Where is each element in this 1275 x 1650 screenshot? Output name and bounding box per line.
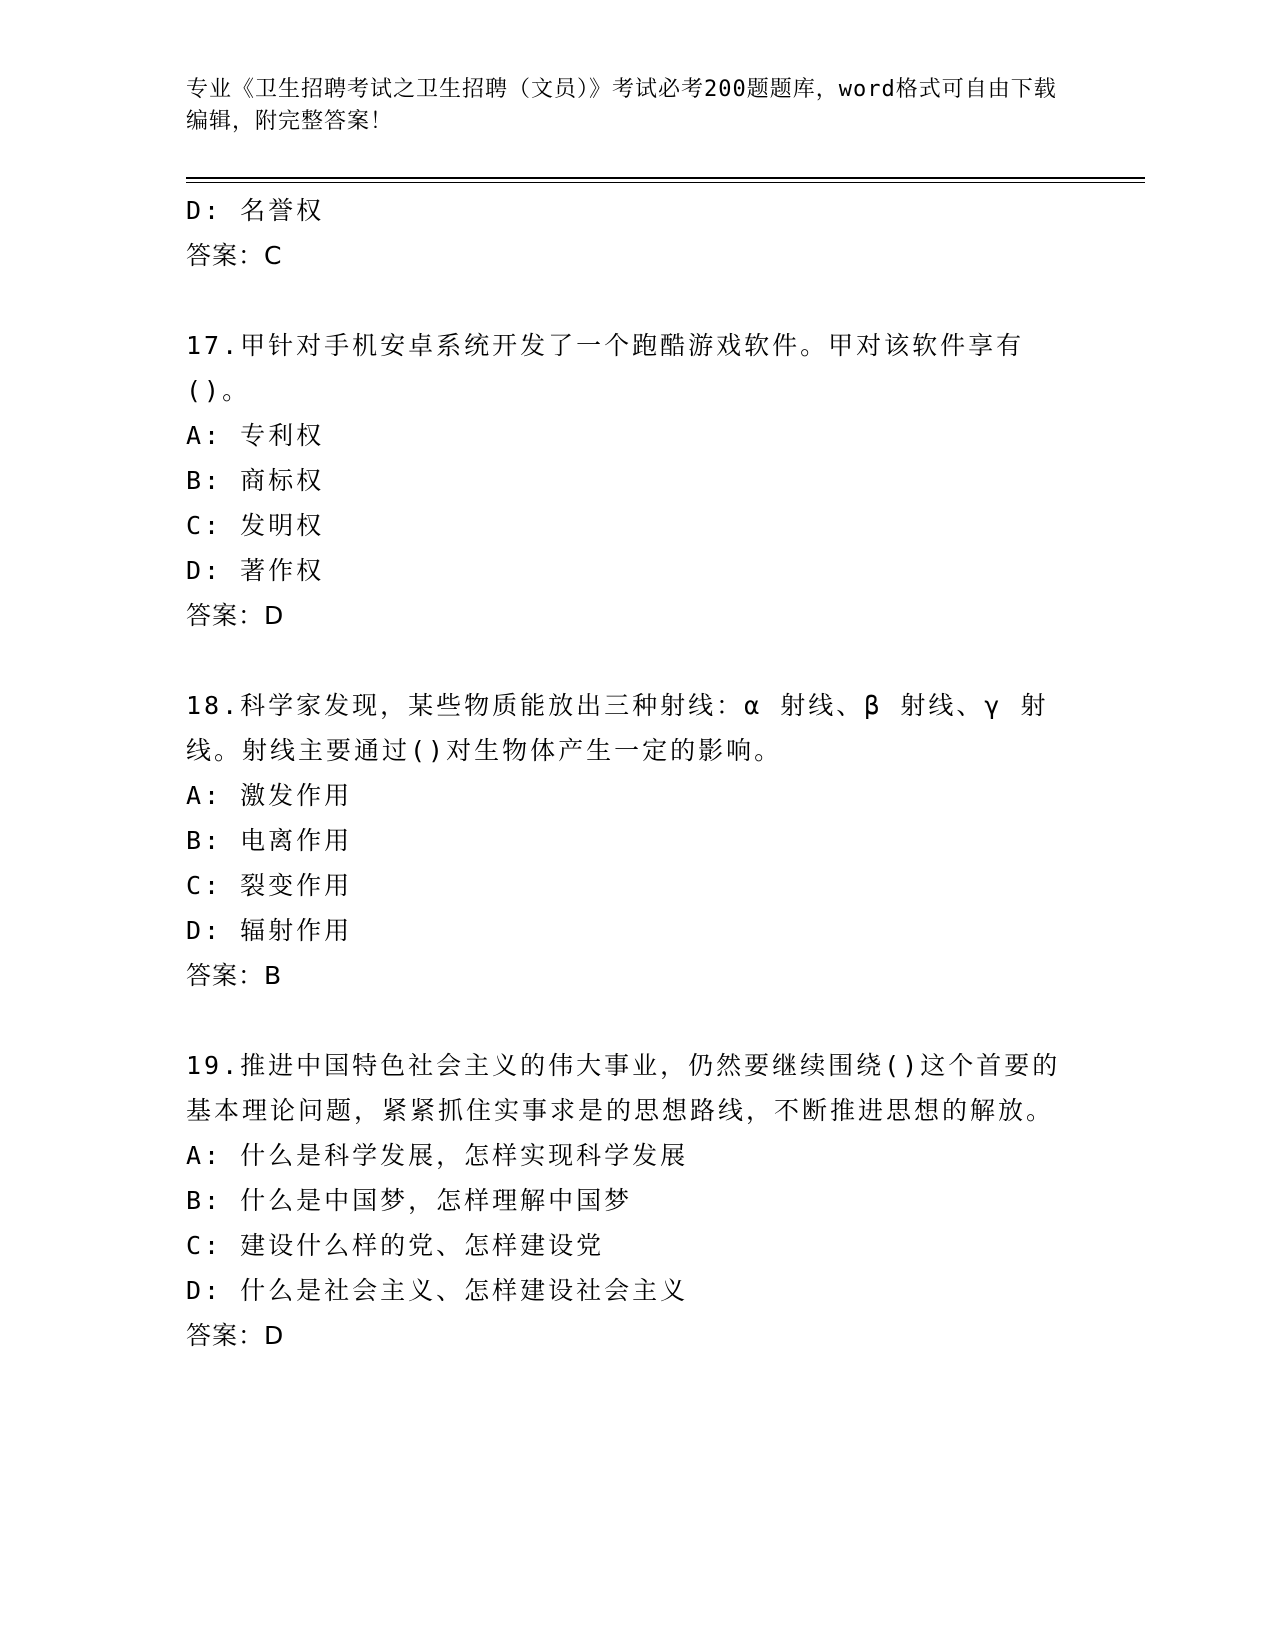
option-d: D: 著作权: [186, 556, 325, 585]
question-stem: 19.推进中国特色社会主义的伟大事业，仍然要继续围绕()这个首要的基本理论问题，紧紧抓住实事求是的思想路线，不断推进思想的解放。: [186, 1051, 1061, 1125]
option-c: C: 裂变作用: [186, 871, 353, 900]
question-17: [186, 323, 1066, 638]
option-a: A: 专利权: [186, 421, 325, 450]
option-b: B: 什么是中国梦，怎样理解中国梦: [186, 1186, 633, 1215]
option-a: A: 激发作用: [186, 781, 353, 810]
answer-line: 答案：B: [186, 961, 283, 990]
answer-line: 答案：D: [186, 1321, 285, 1350]
document-header: 专业《卫生招聘考试之卫生招聘（文员）》考试必考200题题库，word格式可自由下载编辑，附完整答案！: [186, 77, 1057, 134]
option-c: C: 建设什么样的党、怎样建设党: [186, 1231, 605, 1260]
answer-line: 答案：C: [186, 241, 283, 270]
question-18: [186, 683, 1066, 998]
option-d: D: 什么是社会主义、怎样建设社会主义: [186, 1276, 689, 1305]
option-a: A: 什么是科学发展，怎样实现科学发展: [186, 1141, 689, 1170]
header-divider-thin: [186, 182, 1145, 183]
option-c: C: 发明权: [186, 511, 325, 540]
question-stem: 18.科学家发现，某些物质能放出三种射线：α 射线、β 射线、γ 射线。射线主要通过()对生物体产生一定的影响。: [186, 691, 1049, 765]
document-body: [186, 188, 1066, 1358]
option-d: D: 名誉权: [186, 196, 325, 225]
carryover-block: [186, 188, 1066, 278]
question-stem: 17.甲针对手机安卓系统开发了一个跑酷游戏软件。甲对该软件享有()。: [186, 331, 1025, 405]
header-divider-thick: [186, 177, 1145, 179]
answer-line: 答案：D: [186, 601, 285, 630]
option-d: D: 辐射作用: [186, 916, 353, 945]
question-19: [186, 1043, 1066, 1358]
option-b: B: 商标权: [186, 466, 325, 495]
option-b: B: 电离作用: [186, 826, 353, 855]
